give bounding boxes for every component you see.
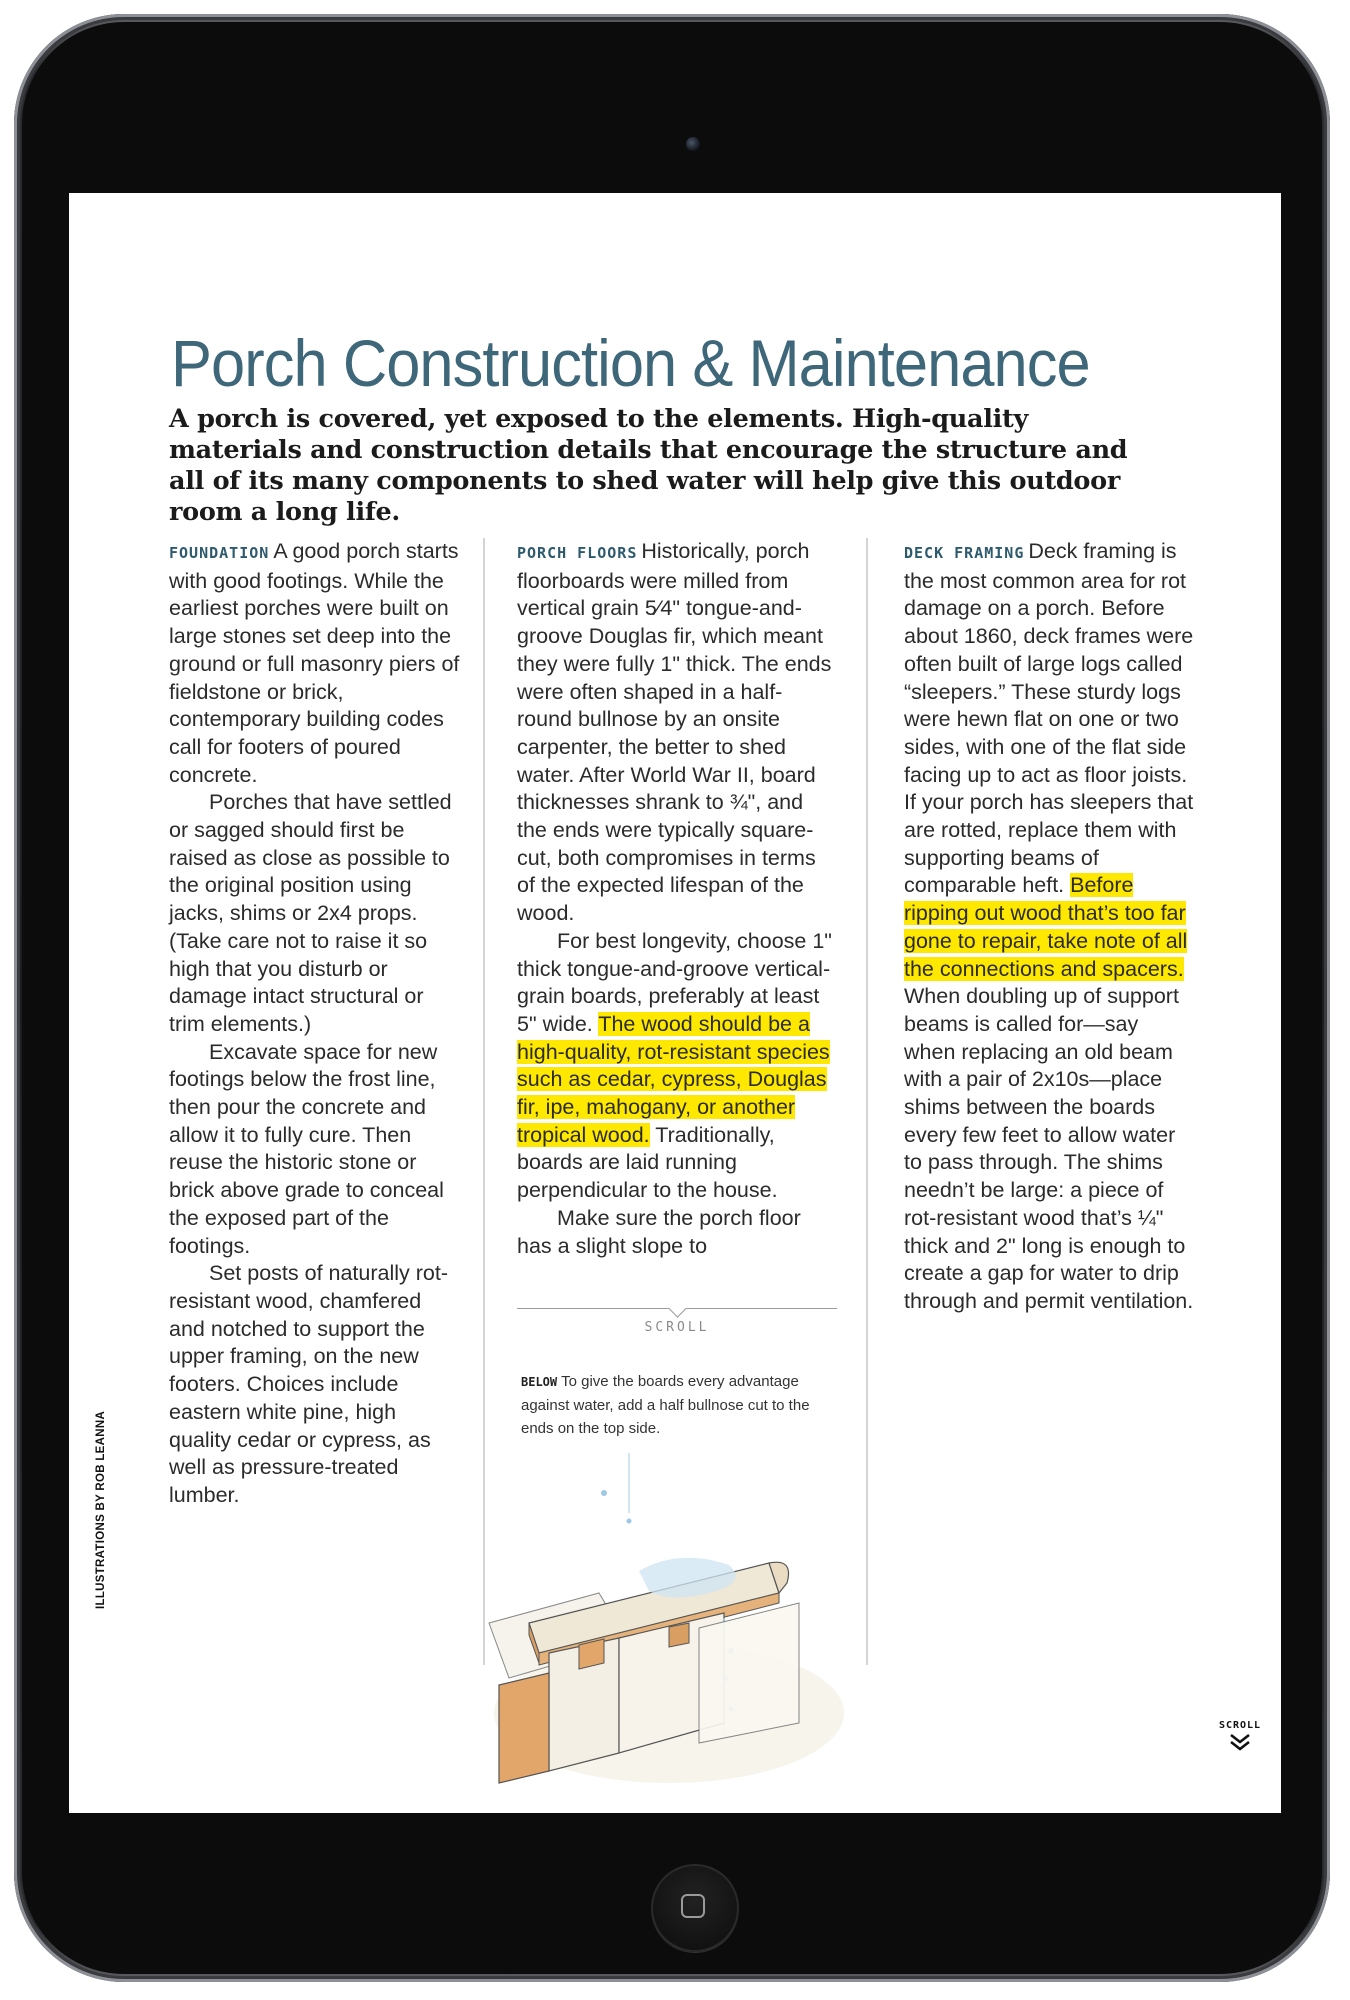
scroll-label: SCROLL bbox=[644, 1320, 710, 1335]
article-deck: A porch is covered, yet exposed to the elements. High-quality materials and construction details that encourage the structure and all of its many components to shed water will help give this outdoor room a long life. bbox=[169, 404, 1128, 527]
section-label-deck-framing: DECK FRAMING bbox=[904, 544, 1025, 562]
foundation-paragraph-1: FOUNDATION A good porch starts with good footings. While the earliest porches were built on large stones set deep into the ground or full masonry piers of fieldstone or brick, contemporary building codes call for footers of poured concrete. bbox=[169, 539, 460, 787]
column-porch-floors bbox=[517, 538, 837, 1260]
divider-notch bbox=[668, 1299, 686, 1317]
corner-scroll-label: SCROLL bbox=[1218, 1720, 1262, 1731]
camera-icon bbox=[686, 137, 700, 151]
column-divider bbox=[866, 538, 868, 1665]
article-screen bbox=[69, 193, 1281, 1813]
deck-framing-paragraph-1: DECK FRAMING Deck framing is the most common area for rot damage on a porch. Before about 1860, deck frames were often built of large logs called “sleepers.” These sturdy logs were hewn flat on one or two sides, with one of the flat side facing up to act as floor joists. If your porch has sleepers that are rotted, replace them with supporting beams of comparable heft. Before ripping out wood that’s too far gone to repair, take note of all the connections and spacers. When doubling up of support beams is called for—say when replacing an old beam with a pair of 2x10s—place shims between the boards every few feet to allow water to pass through. The shims needn’t be large: a piece of rot-resistant wood that’s ¼" thick and 2" long is enough to create a gap for water to drip through and permit ventilation. bbox=[904, 539, 1194, 1313]
column-deck-framing bbox=[904, 538, 1194, 1316]
section-label-foundation: FOUNDATION bbox=[169, 544, 270, 562]
section-label-porch-floors: PORCH FLOORS bbox=[517, 544, 638, 562]
porch-floors-paragraph-2: For best longevity, choose 1" thick tongue-and-groove vertical-grain boards, preferably at least 5" wide. The wood should be a high-quality, rot-resistant species such as cedar, cypress, Douglas fir, ipe, mahogany, or another tropical wood. Traditionally, boards are laid running perpendicular to the house. bbox=[517, 928, 832, 1203]
home-square-icon bbox=[681, 1894, 705, 1918]
double-chevron-down-icon bbox=[1228, 1733, 1252, 1751]
highlighted-text[interactable]: The wood should be a high-quality, rot-resistant species such as cedar, cypress, Douglas fir, ipe, mahogany, or another tropical wood. bbox=[517, 1011, 830, 1147]
caption-label: BELOW bbox=[521, 1375, 558, 1389]
foundation-paragraph-3: Excavate space for new footings below the frost line, then pour the concrete and allow it to fully cure. Then reuse the historic stone or brick above grade to conceal the exposed part of the footings. bbox=[169, 1039, 444, 1258]
column-foundation bbox=[169, 538, 461, 1510]
article-title: Porch Construction & Maintenance bbox=[171, 326, 1090, 400]
highlighted-text[interactable]: Before ripping out wood that’s too far gone to repair, take note of all the connections and spacers. bbox=[904, 873, 1188, 981]
porch-floors-paragraph-3: Make sure the porch floor has a slight slope to bbox=[517, 1205, 801, 1258]
corner-scroll-button[interactable] bbox=[1215, 1720, 1265, 1751]
foundation-paragraph-2: Porches that have settled or sagged should first be raised as close as possible to the original position using jacks, shims or 2x4 props. (Take care not to raise it so high that you disturb or damage intact structural or trim elements.) bbox=[169, 790, 452, 1036]
scroll-divider[interactable] bbox=[517, 1308, 837, 1348]
porch-floors-paragraph-1: PORCH FLOORS Historically, porch floorboards were milled from vertical grain 5⁄4" tongue-and-groove Douglas fir, which meant they were fully 1" thick. The ends were often shaped in a half-round bullnose by an onsite carpenter, the better to shed water. After World War II, board thicknesses shrank to ¾", and the ends were typically square-cut, both compromises in terms of the expected lifespan of the wood. bbox=[517, 539, 832, 926]
illustration-credit: ILLUSTRATIONS BY ROB LEANNA bbox=[95, 1410, 107, 1609]
home-button[interactable] bbox=[651, 1864, 739, 1952]
foundation-paragraph-4: Set posts of naturally rot-resistant wood, chamfered and notched to support the upper framing, on the new footers. Choices include eastern white pine, high quality cedar or cypress, as well as pressure-treated lumber. bbox=[169, 1261, 448, 1507]
bullnose-board-illustration bbox=[469, 1453, 909, 1793]
illustration-caption: BELOW To give the boards every advantage against water, add a half bullnose cut to the ends on the top side. bbox=[521, 1373, 810, 1437]
